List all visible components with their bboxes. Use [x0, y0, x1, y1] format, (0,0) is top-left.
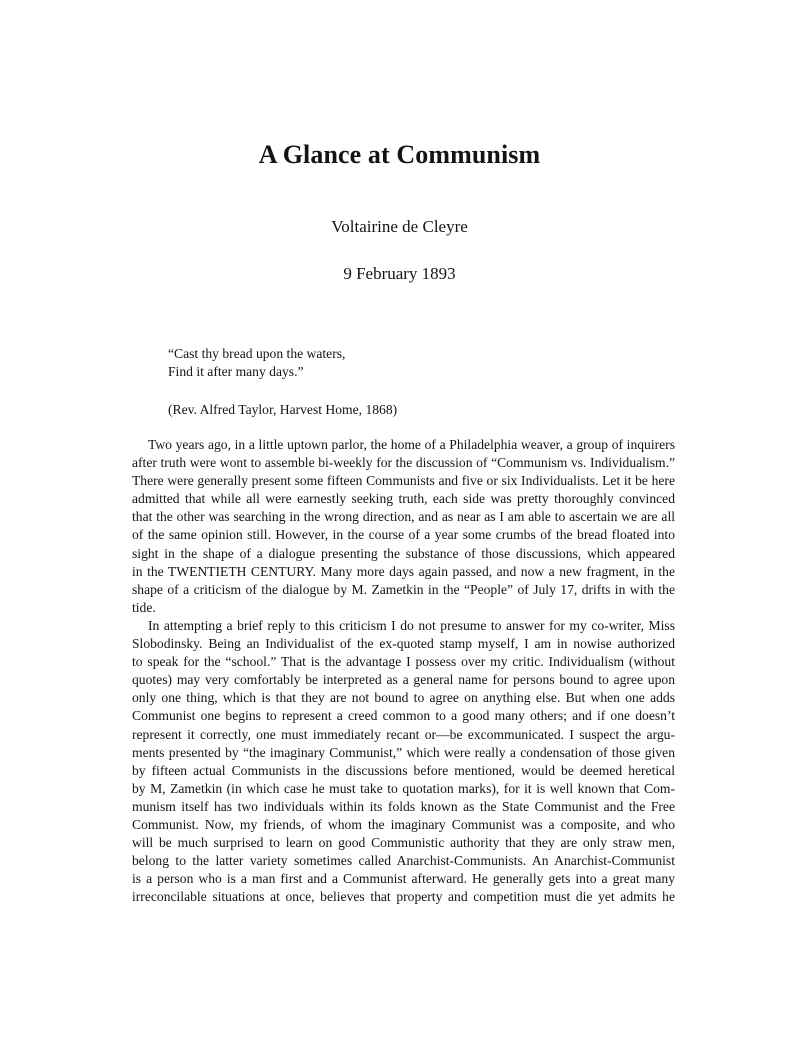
- text-line: quotes) may very comfortably be interpreted as a general name for persons bound to agree upon: [132, 672, 675, 688]
- text-line: of the same opinion still. However, in the course of a year some crumbs of the bread floated into: [132, 527, 675, 543]
- text-line: after truth were wont to assemble bi-weekly for the discussion of “Communism vs. Individualism.”: [132, 455, 675, 471]
- text-line: admitted that while all were earnestly seeking truth, each side was pretty thoroughly convinced: [132, 491, 675, 507]
- text-line: In attempting a brief reply to this criticism I do not presume to answer for my co-writer, Miss: [148, 617, 675, 633]
- text-line: by M, Zametkin (in which case he must take to quotation marks), for it is well known that Com-: [132, 780, 675, 796]
- epigraph-line: “Cast thy bread upon the waters,: [168, 346, 346, 361]
- text-line: represent it correctly, one must immediately recant or—be excommunicated. I suspect the argu-: [132, 726, 675, 742]
- paragraph-1: [132, 436, 675, 617]
- text-line: belong to the latter variety sometimes called Anarchist-Communists. An Anarchist-Communist: [132, 853, 675, 869]
- text-line: There were generally present some fifteen Communists and five or six Individualists. Let it be here: [132, 473, 675, 489]
- text-line: ments presented by “the imaginary Communist,” which were really a condensation of those given: [132, 744, 675, 760]
- text-line: sight in the shape of a dialogue presenting the substance of those discussions, which appeared: [132, 545, 675, 561]
- text-line: Communist one begins to represent a creed common to a good many others; and if one doesn’t: [132, 708, 675, 724]
- document-title: A Glance at Communism: [258, 140, 541, 169]
- text-line: that the other was searching in the wrong direction, and as near as I am able to ascertain we are all: [132, 509, 675, 525]
- text-line: shape of a criticism of the dialogue by M. Zametkin in the “People” of July 17, drifts in with the: [132, 581, 675, 597]
- text-line: by fifteen actual Communists in the discussions before mentioned, would be deemed heretical: [132, 762, 675, 778]
- publication-date: 9 February 1893: [343, 264, 456, 283]
- text-line: Communist. Now, my friends, of whom the imaginary Communist was a composite, and who: [132, 816, 675, 832]
- body-text: [132, 436, 675, 906]
- author-name: Voltairine de Cleyre: [331, 217, 468, 236]
- epigraph-attribution: (Rev. Alfred Taylor, Harvest Home, 1868): [168, 402, 398, 417]
- text-line: in the TWENTIETH CENTURY. Many more days again passed, and now a new fragment, in the: [132, 563, 675, 579]
- text-line: munism itself has two individuals within its folds known as the State Communist and the Free: [132, 798, 675, 814]
- epigraph-line: Find it after many days.”: [168, 364, 304, 379]
- epigraph: [168, 345, 588, 381]
- text-line: Slobodinsky. Being an Individualist of the ex-quoted stamp myself, I am in nowise authorized: [132, 636, 675, 652]
- text-line: only one thing, which is that they are not bound to agree on anything else. But when one adds: [132, 690, 675, 706]
- text-line: tide.: [132, 599, 156, 615]
- text-line: irreconcilable situations at once, believes that property and competition must die yet admits he: [132, 889, 675, 905]
- text-line: Two years ago, in a little uptown parlor, the home of a Philadelphia weaver, a group of inquirers: [148, 437, 675, 452]
- text-line: will be much surprised to learn on good Communistic authority that they are only straw men,: [132, 835, 675, 851]
- text-line: to speak for the “school.” That is the advantage I possess over my critic. Individualism (without: [132, 654, 675, 670]
- text-line: is a person who is a man first and a Communist afterward. He generally gets into a great many: [132, 871, 675, 887]
- paragraph-2: [132, 617, 675, 907]
